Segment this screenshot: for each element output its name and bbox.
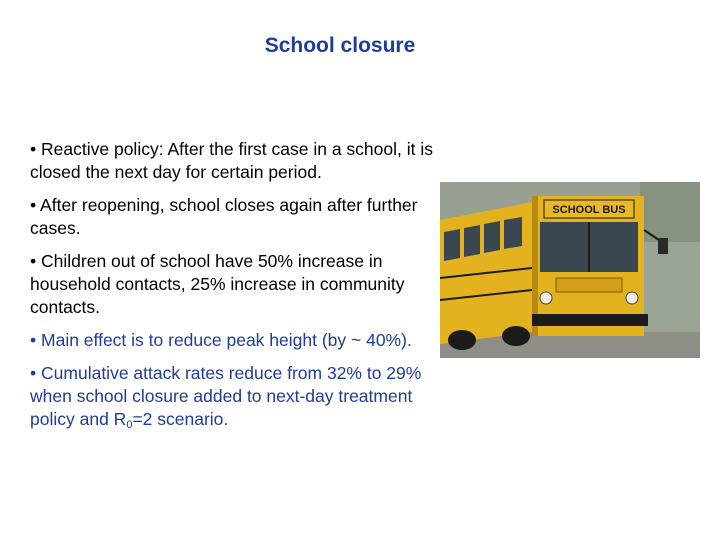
- r0-subscript: 0: [126, 419, 133, 431]
- bullet-text: Main effect is to reduce peak height (by ~ 40%).: [41, 330, 412, 350]
- bus-wheel-rear: [448, 330, 476, 350]
- bullet-reactive-policy: [30, 138, 435, 184]
- bullet-attack-rates: [30, 362, 435, 437]
- bullet-marker: •: [30, 363, 37, 383]
- bus-sign-text: SCHOOL BUS: [552, 204, 626, 216]
- school-bus-photo: [440, 182, 700, 358]
- photo-trees-right: [640, 182, 700, 358]
- bullet-marker: •: [30, 195, 37, 215]
- bullet-marker: •: [30, 251, 37, 271]
- bullet-marker: •: [30, 139, 37, 159]
- bus-grille: [556, 278, 622, 292]
- bullet-contacts: [30, 250, 435, 319]
- bullet-reopening: [30, 194, 435, 240]
- bullet-marker: •: [30, 330, 37, 350]
- bullet-text: After reopening, school closes again after further cases.: [30, 195, 418, 238]
- slide-title: School closure: [264, 34, 416, 57]
- bullet-text-after: =2 scenario.: [132, 409, 229, 429]
- bus-headlight-left: [540, 292, 552, 304]
- bullet-text: Children out of school have 50% increase in household contacts, 25% increase in community contacts.: [30, 251, 405, 317]
- bullet-text: Reactive policy: After the first case in a school, it is closed the next day for certain period.: [30, 139, 433, 182]
- bullet-main-effect: [30, 329, 435, 352]
- bullet-text-before: Cumulative attack rates reduce from 32% to 29% when school closure added to next-day treatment policy and R: [30, 363, 422, 429]
- bullet-list: [30, 138, 435, 447]
- bus-mirror: [658, 238, 668, 254]
- bus-bumper: [532, 314, 648, 326]
- bus-headlight-right: [626, 292, 638, 304]
- bus-wheel-front: [502, 326, 530, 346]
